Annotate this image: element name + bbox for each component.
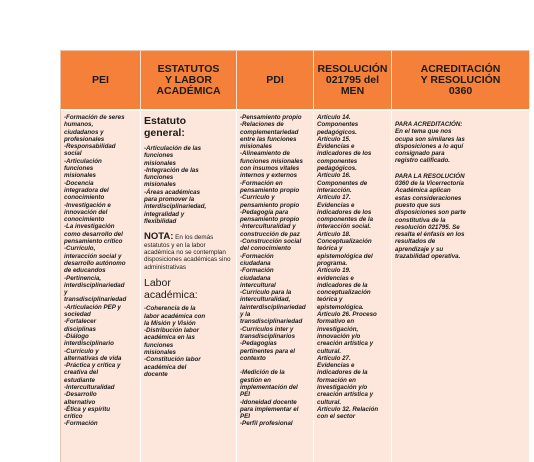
pdi-text: -Pensamiento propio -Relaciones de complementariedad entre las funciones misionales -Alineamiento de funciones misionales con insumos vitales internos y externos -Formación en pensamiento propio -Currículo y pensamiento propio -Pedagogía para pensamiento propio -Interculturalidad y construcción de paz -Construcción social del conocimiento -Formación ciudadana -Formación ciudadana intercultural -Currículo para la interculturalidad, lainterdisciplinariedad y la transdisciplinariedad -Currículos inter y transdisciplinarios -Pedagogías pertinentes para el contexto -Medición de la gestión en implementación del PEI -Idoneidad docente para implementar el PEI -Perfil profesional [240,114,306,428]
header-acreditacion-label: ACREDITACIÓN Y RESOLUCIÓN 0360 [420,62,501,97]
cell-resolucion [314,111,392,462]
pei-text: -Formación de seres humanos, ciudadanos y profesionales -Responsabilidad social -Articulación funciones misionales -Docencia integradora del conocimiento -Investigación e innovación del conocimiento -La investigación como desarrollo del pensamiento crítico -Currículo, interacción social y desarrollo autónomo de educandos -Pertinencia, interdisciplinariedad y transdisciplinariedad -Articulación PEP y sociedad -Fortalecer disciplinas -Diálogo interdisciplinario -Currículo y alternativas de vida -Práctica y crítica y creativa del estudiante -Interculturalidad -Desarrollo alternativo -Ética y espíritu crítico -Formación [64,114,127,428]
header-resolucion [314,51,392,111]
header-pei-label: PEI [92,73,109,86]
note-text: En los demás estatutos y en la labor académica no se contemplan disposiciones académicas sino administrativas [144,234,231,271]
cell-pei [61,111,141,462]
header-pdi [237,51,314,111]
header-pei [61,51,141,111]
header-acreditacion [392,51,530,111]
estatuto-general-text: -Articulación de las funciones misionales -Integración de las funciones misionales -Áreas académicas para promover la interdisciplinariedad, integralidad y flexibilidad [144,145,207,225]
header-pdi-label: PDI [266,73,284,86]
labor-academica-heading: Labor académica: [144,277,198,302]
cell-estatutos [141,111,237,462]
labor-academica-text: -Coherencia de la labor académica con la Misión y Visión -Distribución labor académica en las funciones misionales -Constitución labor académica del docente [144,305,206,378]
estatuto-general-heading: Estatuto general: [144,115,186,139]
header-estatutos [141,51,237,111]
note-label: NOTA: [144,231,174,243]
header-estatutos-label: ESTATUTOS Y LABOR ACADÉMICA [156,62,221,97]
acreditacion-para-1: PARA ACREDITACIÓN: En el tema que nos ocupa son similares las disposiciones a lo aquí consignado para registro calificado. [395,121,465,165]
estatutos-note [144,233,234,271]
header-resolucion-label: RESOLUCIÓN 021795 del MEN [317,62,388,97]
resolucion-text: Artículo 14. Componentes pedagógicos. Artículo 15. Evidencias e indicadores de los componentes pedagógicos. Artículo 16. Componentes de interacción. Artículo 17. Evidencias e indicadores de los componentes de la interacción social. Artículo 18. Conceptualización teórica y epistemológica del programa. Artículo 19. evidencias e indicadores de la conceptualización teórica y epistemológica. Artículo 26. Proceso formativo en investigación, innovación y/o creación artística y cultural. Artículo 27. Evidencias e indicadores de la formación en investigación y/o creación artística y cultural. Artículo 32. Relación con el sector [317,114,379,421]
acreditacion-para-2: PARA LA RESOLUCIÓN 0360 de la Vicerrectoría Académica aplican estas consideraciones puesto que sus disposiciones son parte constitutiva de la resolución 021795. Se resalta el énfasis en los resultados de aprendizaje y su trazabilidad operativa. [395,172,466,261]
cell-pdi [237,111,314,462]
comparison-table [60,50,530,462]
cell-acreditacion [392,111,530,462]
